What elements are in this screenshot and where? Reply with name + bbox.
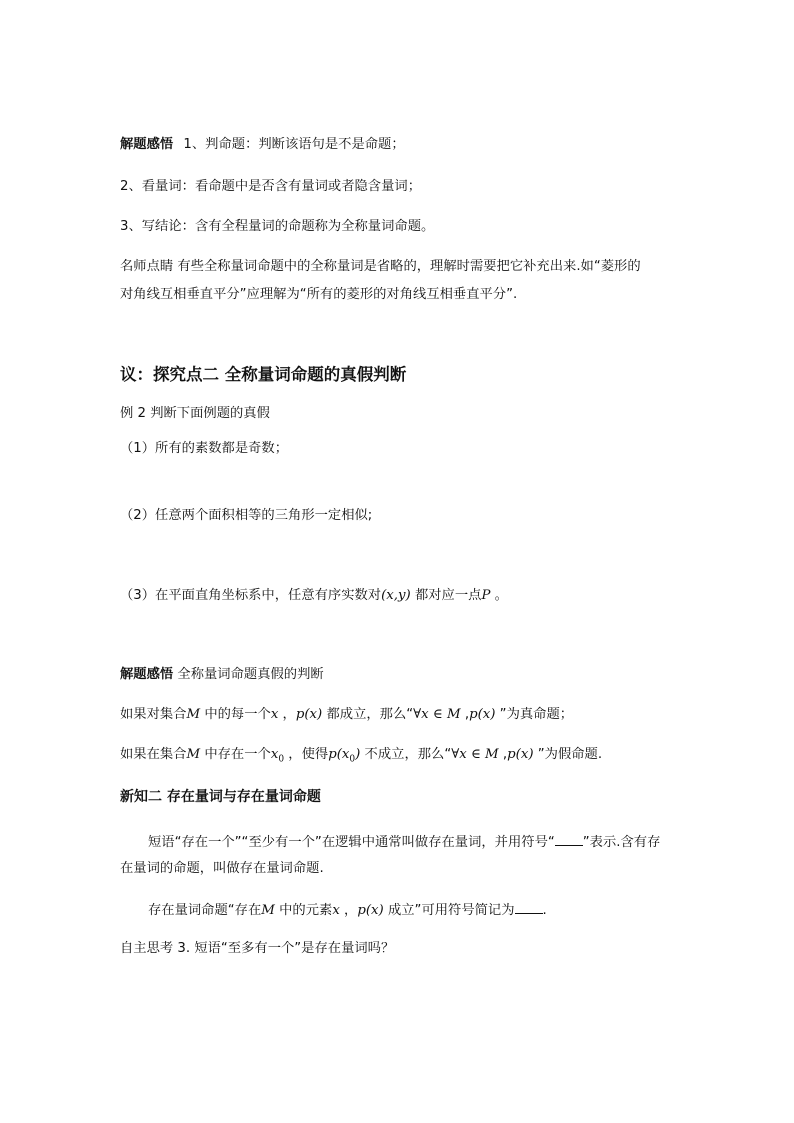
insight-label: 解题感悟 xyxy=(120,137,174,152)
teacher-tip-line-1: 名师点睛 有些全称量词命题中的全称量词是省略的，理解时需要把它补充出来.如“菱形的 xyxy=(120,259,641,274)
insight-line-1 xyxy=(120,136,405,154)
q3-text-a: （3）在平面直角坐标系中，任意有序实数对 xyxy=(120,588,382,603)
p1-a: 短语“存在一个”“至少有一个”在逻辑中通常叫做存在量词，并用符号“ xyxy=(148,835,555,850)
r1-d: 都成立，那么“ xyxy=(322,707,414,722)
exist-notation-line xyxy=(148,900,547,920)
r1-x: x xyxy=(270,707,279,722)
r1-b: 中的每一个 xyxy=(200,707,271,722)
section-heading: 议：探究点二 全称量词命题的真假判断 xyxy=(120,365,407,384)
example-q1: （1）所有的素数都是奇数； xyxy=(120,441,289,456)
insight-item-2: 2、看量词：看命题中是否含有量词或者隐含量词； xyxy=(120,179,421,194)
r2-a: 如果在集合 xyxy=(120,747,187,762)
r2-p2: p(x) xyxy=(507,747,534,762)
insight-item-3: 3、写结论：含有全程量词的命题称为全称量词命题。 xyxy=(120,219,435,234)
rule-true xyxy=(120,706,573,724)
q3-text-b: 都对应一点 xyxy=(410,588,482,603)
r2-forall: ∀x ∈ M xyxy=(451,747,499,762)
r1-c: ， xyxy=(278,707,296,722)
r2-M: M xyxy=(186,747,201,762)
exist-def-line-2: 在量词的命题，叫做存在量词命题. xyxy=(120,861,324,876)
r2-sub2: 0 xyxy=(349,754,356,765)
p2-c: ， xyxy=(339,903,358,918)
r2-x: x xyxy=(270,747,279,762)
insight2-line xyxy=(120,666,324,684)
p2-p: p(x) xyxy=(357,903,384,918)
example-q2: （2）任意两个面积相等的三角形一定相似; xyxy=(120,508,373,523)
r1-e: , xyxy=(460,707,470,722)
r1-a: 如果对集合 xyxy=(120,707,187,722)
r1-forall: ∀x ∈ M xyxy=(413,707,461,722)
insight2-title: 全称量词命题真假的判断 xyxy=(173,667,324,682)
r2-p-end: ) xyxy=(355,747,361,762)
rule-false xyxy=(120,746,602,764)
p2-x: x xyxy=(332,903,340,918)
exist-def-line-1 xyxy=(148,832,660,852)
q3-math-pair: (x,y) xyxy=(381,588,411,603)
insight2-label: 解题感悟 xyxy=(120,667,174,682)
insight-item-1: 1、判命题：判断该语句是不是命题； xyxy=(183,137,405,152)
p2-e: . xyxy=(542,903,547,918)
p2-a: 存在量词命题“存在 xyxy=(148,903,262,918)
r2-sub: 0 xyxy=(278,754,285,765)
r2-c: ，使得 xyxy=(284,747,329,762)
notation-blank xyxy=(515,900,543,914)
r2-d: 不成立，那么“ xyxy=(360,747,452,762)
r1-p: p(x) xyxy=(295,707,323,722)
p2-M: M xyxy=(261,903,275,918)
r2-e: , xyxy=(498,747,508,762)
new-knowledge-heading: 新知二 存在量词与存在量词命题 xyxy=(120,789,321,805)
r2-p: p(x xyxy=(328,747,350,762)
q3-math-point: P xyxy=(481,588,491,603)
q3-text-c: 。 xyxy=(490,588,508,603)
r1-p2: p(x) xyxy=(469,707,496,722)
r2-f: ”为假命题. xyxy=(533,747,603,762)
p1-b: ”表示.含有存 xyxy=(582,835,661,850)
self-think-3: 自主思考 3. 短语“至多有一个”是存在量词吗？ xyxy=(120,941,395,956)
example-q3 xyxy=(120,587,508,605)
p2-d: 成立”可用符号简记为 xyxy=(383,903,515,918)
r2-b: 中存在一个 xyxy=(200,747,271,762)
p2-b: 中的元素 xyxy=(274,903,333,918)
r1-M: M xyxy=(186,707,201,722)
example-intro: 例 2 判断下面例题的真假 xyxy=(120,406,270,421)
symbol-blank xyxy=(555,832,583,846)
teacher-tip-line-2: 对角线互相垂直平分”应理解为“所有的菱形的对角线互相垂直平分”. xyxy=(120,287,518,302)
r1-f: ”为真命题； xyxy=(495,707,574,722)
